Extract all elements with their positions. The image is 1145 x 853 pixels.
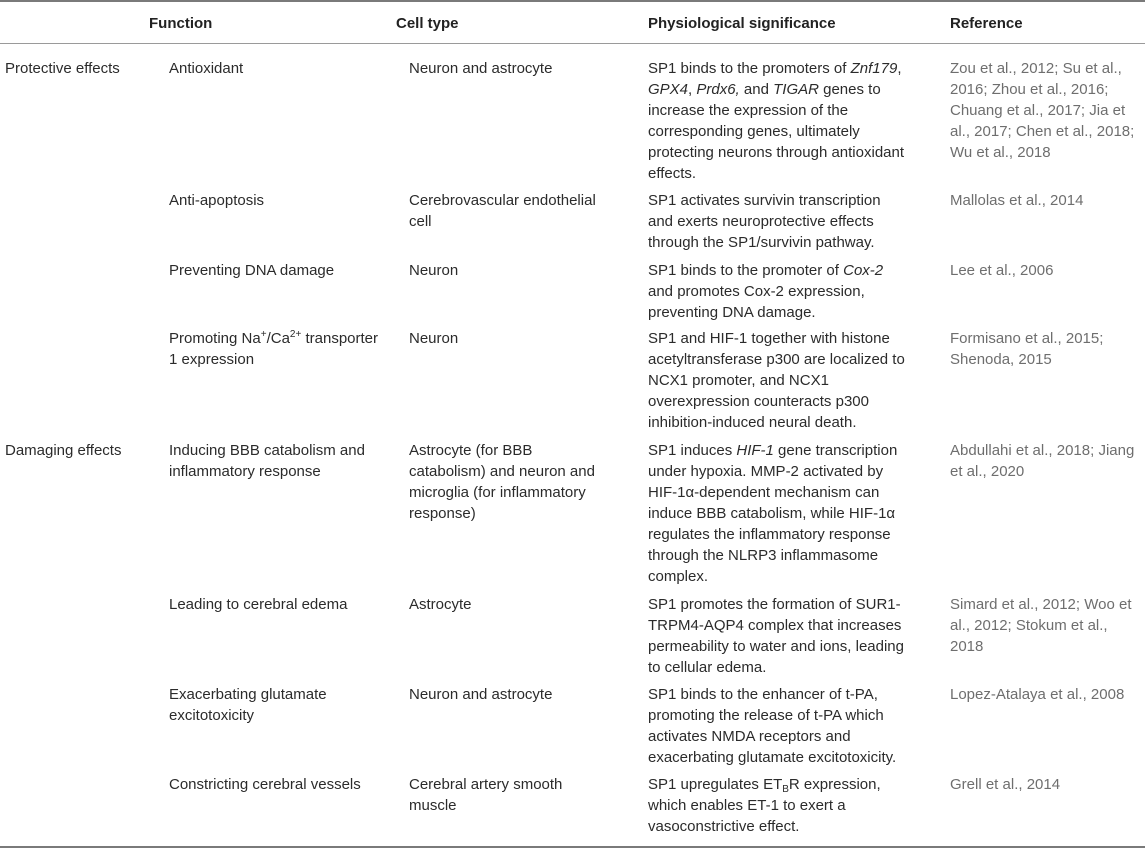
significance-cell: SP1 upregulates $ET_BR$ expression, which enables ET-1 to exert a vasoconstrictive effect. <box>648 776 881 835</box>
function-cell: Exacerbating glutamate excitotoxicity <box>169 686 327 724</box>
significance-cell: SP1 and HIF-1 together with histone acetyltransferase p300 are localized to NCX1 promoter, and NCX1 overexpression counteracts p300 inhibition-induced neural death. <box>648 330 905 431</box>
cell-type-cell: Neuron <box>409 262 459 279</box>
function-cell: Antioxidant <box>169 60 244 77</box>
reference-cell: Abdullahi et al., 2018; Jiang et al., 2020 <box>950 442 1135 480</box>
group-damaging-effects: Damaging effects <box>5 442 122 459</box>
function-cell: Leading to cerebral edema <box>169 596 348 613</box>
table-top-rule <box>0 0 1145 2</box>
header-significance: Physiological significance <box>648 15 836 32</box>
cell-type-cell: Astrocyte (for BBB catabolism) and neuron and microglia (for inflammatory response) <box>409 442 595 522</box>
cell-type-cell: Neuron and astrocyte <box>409 686 553 703</box>
function-cell: Inducing BBB catabolism and inflammatory response <box>169 442 365 480</box>
reference-cell: Formisano et al., 2015; Shenoda, 2015 <box>950 330 1104 368</box>
header-cell-type: Cell type <box>396 15 459 32</box>
cell-type-cell: Cerebrovascular endothelial cell <box>409 192 596 230</box>
header-rule <box>0 43 1145 44</box>
cell-type-cell: Cerebral artery smooth muscle <box>409 776 563 814</box>
function-cell: Anti-apoptosis <box>169 192 265 209</box>
function-cell: Preventing DNA damage <box>169 262 335 279</box>
significance-cell: SP1 binds to the promoters of Znf179, GPX4, Prdx6, and TIGAR genes to increase the expression of the corresponding genes, ultimately protecting neurons through antioxidant effects. <box>648 60 905 182</box>
header-function: Function <box>149 15 213 32</box>
reference-cell: Zou et al., 2012; Su et al., 2016; Zhou et al., 2016; Chuang et al., 2017; Jia et al., 2017; Chen et al., 2018; Wu et al., 2018 <box>950 60 1135 161</box>
reference-cell: Lee et al., 2006 <box>950 262 1054 279</box>
significance-cell: SP1 promotes the formation of SUR1-TRPM4-AQP4 complex that increases permeability to water and ions, leading to cellular edema. <box>648 596 904 676</box>
header-reference: Reference <box>950 15 1023 32</box>
significance-cell: SP1 activates survivin transcription and exerts neuroprotective effects through the SP1/survivin pathway. <box>648 192 881 251</box>
function-cell: Promoting $Na^+/Ca^{2+}$ transporter 1 expression <box>169 329 379 368</box>
reference-cell: Mallolas et al., 2014 <box>950 192 1084 209</box>
cell-type-cell: Astrocyte <box>409 596 472 613</box>
reference-cell: Lopez-Atalaya et al., 2008 <box>950 686 1125 703</box>
significance-cell: SP1 induces HIF-1 gene transcription under hypoxia. MMP-2 activated by HIF-1α-dependent mechanism can induce BBB catabolism, while HIF-1α regulates the inflammatory response through the NLRP3 inflammasome complex. <box>648 442 898 585</box>
group-protective-effects: Protective effects <box>5 60 120 77</box>
reference-cell: Grell et al., 2014 <box>950 776 1061 793</box>
significance-cell: SP1 binds to the enhancer of t-PA, promoting the release of t-PA which activates NMDA receptors and exacerbating glutamate excitotoxicity. <box>648 686 897 766</box>
significance-cell: SP1 binds to the promoter of Cox-2 and promotes Cox-2 expression, preventing DNA damage. <box>648 262 884 321</box>
cell-type-cell: Neuron and astrocyte <box>409 60 553 77</box>
function-cell: Constricting cerebral vessels <box>169 776 361 793</box>
cell-type-cell: Neuron <box>409 330 459 347</box>
table-bottom-rule <box>0 846 1145 848</box>
reference-cell: Simard et al., 2012; Woo et al., 2012; Stokum et al., 2018 <box>950 596 1132 655</box>
